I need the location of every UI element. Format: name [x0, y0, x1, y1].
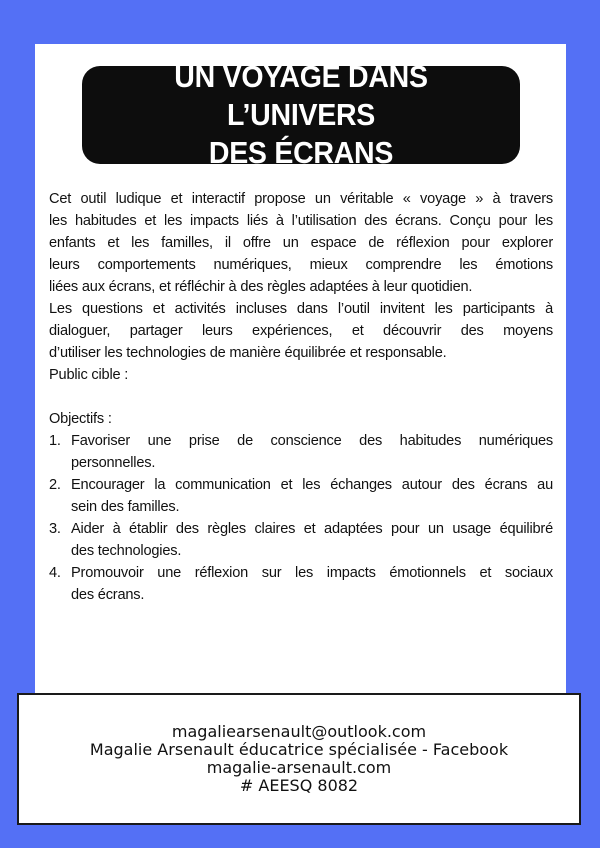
intro-paragraph-2 — [49, 298, 553, 364]
objective-number: 4. — [49, 565, 61, 581]
document-sheet — [35, 44, 566, 704]
objective-item — [49, 430, 553, 474]
objective-item — [49, 518, 553, 562]
intro-paragraph-1 — [49, 188, 553, 298]
public-cible-label: Public cible : — [49, 367, 129, 383]
title-line-2: DES ÉCRANS — [208, 135, 394, 170]
objective-text: des technologies. — [71, 543, 182, 559]
footer-website: magalie-arsenault.com — [206, 758, 392, 777]
intro-line: d’utiliser les technologies de manière équilibrée et responsable. — [49, 345, 447, 361]
objective-number: 3. — [49, 521, 61, 537]
title-banner — [82, 59, 520, 170]
intro-line: dialoguer, partager leurs expériences, et découvrir des moyens — [49, 323, 553, 339]
title-line-1: UN VOYAGE DANS L’UNIVERS — [174, 59, 428, 132]
objective-item — [49, 474, 553, 518]
objective-number: 2. — [49, 477, 61, 493]
objective-text: Encourager la communication et les échanges autour des écrans au — [71, 477, 553, 493]
objective-item — [49, 562, 553, 606]
intro-line: les habitudes et les impacts liés à l’utilisation des écrans. Conçu pour les — [49, 213, 553, 229]
intro-line: Cet outil ludique et interactif propose un véritable « voyage » à travers — [49, 191, 553, 207]
objectives-list — [49, 430, 553, 606]
intro-line: enfants et les familles, il offre un espace de réflexion pour explorer — [49, 235, 553, 251]
footer-facebook: Magalie Arsenault éducatrice spécialisée - Facebook — [89, 740, 509, 759]
body-text — [49, 188, 553, 606]
footer-number: # AEESQ 8082 — [239, 776, 359, 795]
intro-line: leurs comportements numériques, mieux comprendre les émotions — [49, 257, 553, 273]
objective-text: personnelles. — [71, 455, 156, 471]
objective-text: Favoriser une prise de conscience des habitudes numériques — [71, 433, 553, 449]
objective-text: Promouvoir une réflexion sur les impacts émotionnels et sociaux — [71, 565, 553, 581]
objective-text: des écrans. — [71, 587, 145, 603]
objective-text: Aider à établir des règles claires et adaptées pour un usage équilibré — [71, 521, 553, 537]
intro-line: Les questions et activités incluses dans l’outil invitent les participants à — [49, 301, 553, 317]
intro-line: liées aux écrans, et réfléchir à des règles adaptées à leur quotidien. — [49, 279, 473, 295]
contact-footer — [17, 693, 581, 825]
footer-email: magaliearsenault@outlook.com — [171, 722, 427, 741]
page-title — [100, 58, 503, 172]
objectives-heading: Objectifs : — [49, 411, 112, 427]
objective-number: 1. — [49, 433, 61, 449]
objective-text: sein des familles. — [71, 499, 180, 515]
